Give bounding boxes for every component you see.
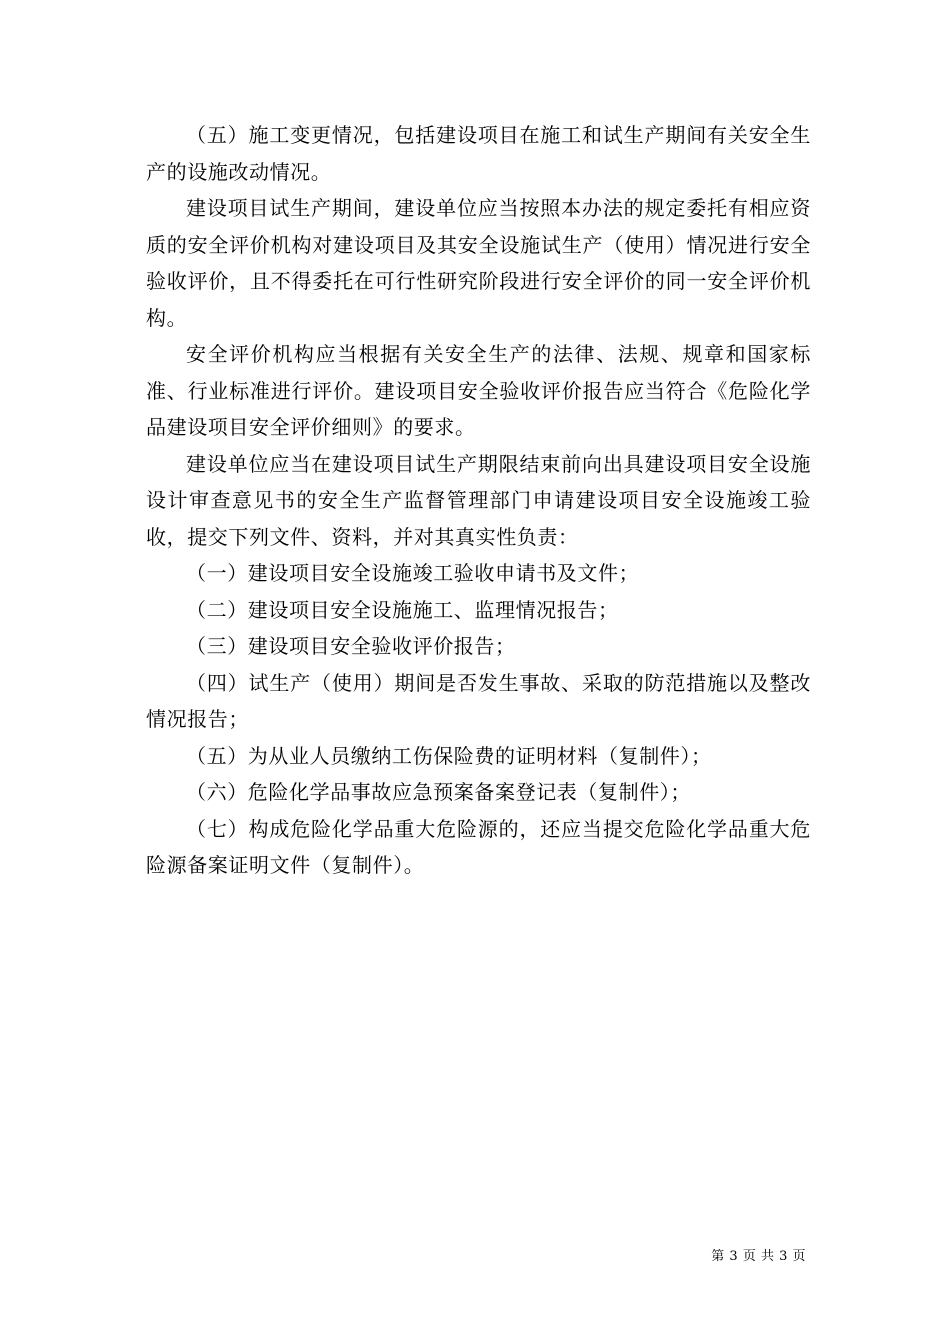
document-body [146,117,811,884]
list-item-7: （七）构成危险化学品重大危险源的，还应当提交危险化学品重大危险源备案证明文件（复制件）。 [146,816,811,877]
list-item-3: （三）建设项目安全验收评价报告； [186,634,516,658]
page-number: 第 3 页 共 3 页 [711,1249,806,1264]
paragraph-3: 安全评价机构应当根据有关安全生产的法律、法规、规章和国家标准、行业标准进行评价。建设项目安全验收评价报告应当符合《危险化学品建设项目安全评价细则》的要求。 [146,342,811,439]
paragraph-2: 建设项目试生产期间，建设单位应当按照本办法的规定委托有相应资质的安全评价机构对建设项目及其安全设施试生产（使用）情况进行安全验收评价，且不得委托在可行性研究阶段进行安全评价的同一安全评价机构。 [146,196,811,330]
paragraph-4: 建设单位应当在建设项目试生产期限结束前向出具建设项目安全设施设计审查意见书的安全生产监督管理部门申请建设项目安全设施竣工验收，提交下列文件、资料，并对其真实性负责： [146,451,811,549]
list-item-6: （六）危险化学品事故应急预案备案登记表（复制件）； [186,780,691,804]
paragraph-1: （五）施工变更情况，包括建设项目在施工和试生产期间有关安全生产的设施改动情况。 [146,123,811,184]
list-item-4: （四）试生产（使用）期间是否发生事故、采取的防范措施以及整改情况报告； [146,670,811,731]
list-item-5: （五）为从业人员缴纳工伤保险费的证明材料（复制件）； [186,743,712,768]
list-item-2: （二）建设项目安全设施施工、监理情况报告； [186,597,619,622]
list-item-1: （一）建设项目安全设施竣工验收申请书及文件； [186,561,640,585]
